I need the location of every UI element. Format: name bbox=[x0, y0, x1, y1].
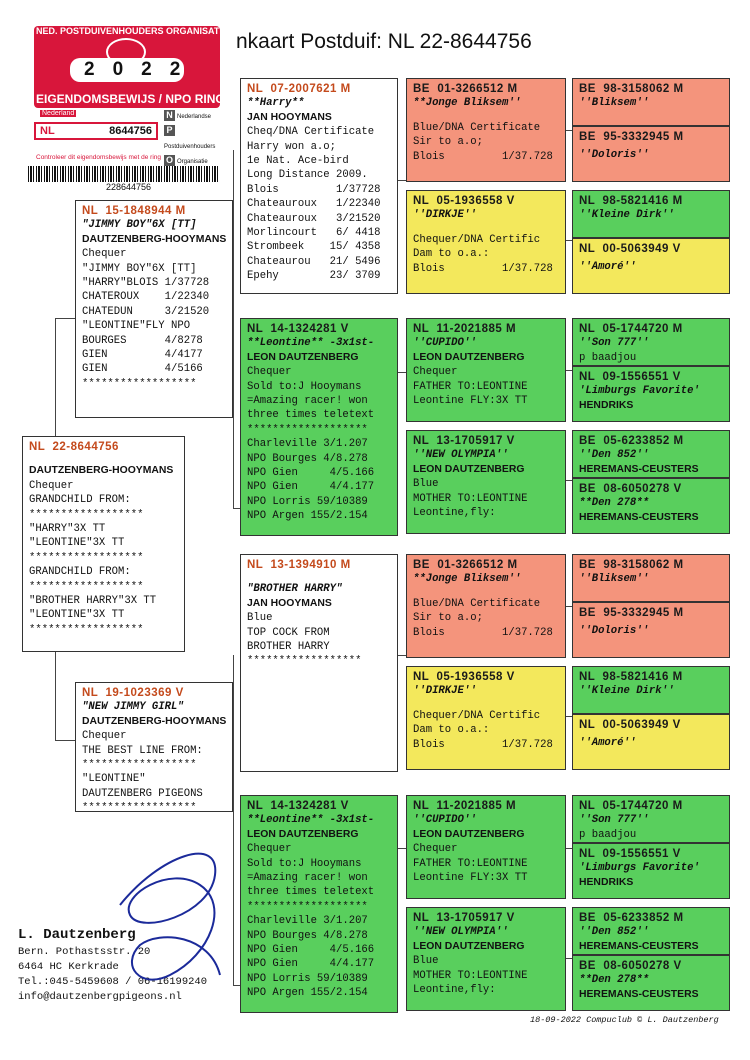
breeder-city: 6464 HC Kerkrade bbox=[18, 961, 119, 973]
connector-line bbox=[233, 150, 234, 508]
pedigree-card-maternal-grandmother bbox=[240, 795, 398, 1013]
pigeon-line: GIEN 4/4177 bbox=[82, 349, 203, 362]
pigeon-name: "BROTHER HARRY" bbox=[247, 583, 343, 596]
pigeon-line: DAUTZENBERG-HOOYMANS bbox=[29, 465, 174, 477]
ring-number: BE 05-6233852 M bbox=[579, 435, 684, 447]
pedigree-card-g4-1 bbox=[572, 78, 730, 126]
pigeon-line: CHATEDUN 3/21520 bbox=[82, 305, 210, 318]
pigeon-line: Chateauroux 3/21520 bbox=[247, 212, 381, 225]
pigeon-line: NPO Lorris 59/10389 bbox=[247, 495, 368, 508]
pedigree-card-main bbox=[22, 436, 185, 652]
pigeon-name: **Harry** bbox=[247, 97, 305, 110]
pigeon-line: "HARRY"3X TT bbox=[29, 523, 106, 536]
pigeon-line: Blue bbox=[413, 478, 439, 491]
pigeon-name: ''Amoré'' bbox=[579, 261, 637, 274]
pigeon-line: Dam to o.a.: bbox=[413, 248, 490, 261]
pigeon-name: ''Doloris'' bbox=[579, 625, 649, 638]
signature-scribble bbox=[100, 835, 250, 1005]
footer-credit: 18-09-2022 Compuclub © L. Dautzenberg bbox=[530, 1015, 719, 1025]
pigeon-line: Long Distance 2009. bbox=[247, 169, 368, 182]
page-title: nkaart Postduif: NL 22-8644756 bbox=[236, 30, 532, 53]
ring-number: BE 95-3332945 M bbox=[579, 131, 684, 143]
pigeon-owner: JAN HOOYMANS bbox=[247, 597, 332, 609]
pigeon-line: Chequer bbox=[29, 479, 74, 492]
certificate-org: NED. POSTDUIVENHOUDERS ORGANISATIE bbox=[36, 26, 228, 36]
pigeon-line: ****************** bbox=[29, 580, 144, 593]
pigeon-line: Chequer bbox=[82, 248, 127, 261]
pedigree-card-paternal-grandmother bbox=[240, 318, 398, 536]
pigeon-name: **Den 278** bbox=[579, 497, 649, 510]
pigeon-line: Blois 1/37.728 bbox=[413, 150, 553, 163]
ring-number: BE 01-3266512 M bbox=[413, 83, 518, 95]
pigeon-name: "NEW JIMMY GIRL" bbox=[82, 701, 184, 714]
pedigree-card-maternal-grandfather bbox=[240, 554, 398, 772]
connector-line bbox=[55, 318, 56, 440]
pigeon-line: Chateaurou 21/ 5496 bbox=[247, 255, 381, 268]
pedigree-card-g4-7 bbox=[572, 430, 730, 478]
pedigree-card-g4-9 bbox=[572, 554, 730, 602]
pigeon-name: 'Limburgs Favorite' bbox=[579, 862, 700, 875]
pedigree-card-g4-5 bbox=[572, 318, 730, 366]
pigeon-line: "BROTHER HARRY"3X TT bbox=[29, 595, 157, 608]
pedigree-card-ggf1 bbox=[406, 78, 566, 182]
ring-number: NL 14-1324281 V bbox=[247, 800, 349, 812]
pedigree-card-g4-11 bbox=[572, 666, 730, 714]
ring-number: NL 05-1744720 M bbox=[579, 800, 683, 812]
ring-number: BE 98-3158062 M bbox=[579, 559, 684, 571]
ring-number: NL 05-1744720 M bbox=[579, 323, 683, 335]
pedigree-card-ggm2 bbox=[406, 430, 566, 534]
pigeon-line: NPO Bourges 4/8.278 bbox=[247, 929, 368, 942]
pigeon-line: "LEONTINE" bbox=[82, 773, 146, 786]
pigeon-line: NPO Argen 155/2.154 bbox=[247, 987, 368, 1000]
pigeon-line: ****************** bbox=[29, 623, 144, 636]
pigeon-owner: HEREMANS-CEUSTERS bbox=[579, 988, 699, 1000]
pigeon-line: NPO Gien 4/5.166 bbox=[247, 467, 375, 480]
pedigree-card-g4-14 bbox=[572, 843, 730, 899]
npo-n: Nederlandse bbox=[177, 114, 212, 120]
pigeon-name: ''Doloris'' bbox=[579, 149, 649, 162]
pigeon-owner: LEON DAUTZENBERG bbox=[413, 351, 525, 363]
ring-number: NL 22-8644756 bbox=[29, 441, 119, 453]
pigeon-line: DAUTZENBERG PIGEONS bbox=[82, 787, 203, 800]
npo-o: Organisatie bbox=[177, 159, 208, 165]
connector-line bbox=[55, 652, 56, 740]
breeder-street: Bern. Pothastsstr. 20 bbox=[18, 946, 151, 958]
pigeon-line: Leontine,fly: bbox=[413, 507, 496, 520]
ring-number: NL 11-2021885 M bbox=[413, 323, 517, 335]
pigeon-line: Chequer bbox=[413, 843, 458, 856]
pedigree-card-g4-10 bbox=[572, 602, 730, 658]
certificate-year: 2022 bbox=[70, 58, 184, 82]
certificate-title: EIGENDOMSBEWIJS / NPO RING bbox=[36, 92, 225, 106]
pigeon-line: Blois 1/37.728 bbox=[413, 738, 553, 751]
pigeon-line: TOP COCK FROM bbox=[247, 626, 330, 639]
pigeon-line: three times teletext bbox=[247, 409, 375, 422]
pigeon-owner: p baadjou bbox=[579, 828, 637, 841]
pedigree-card-ggf2 bbox=[406, 318, 566, 422]
pedigree-card-g4-15 bbox=[572, 907, 730, 955]
pedigree-card-g4-4 bbox=[572, 238, 730, 294]
pedigree-card-g4-8 bbox=[572, 478, 730, 534]
ring-number: NL 09-1556551 V bbox=[579, 848, 681, 860]
pedigree-card-g4-12 bbox=[572, 714, 730, 770]
ring-number: NL 00-5063949 V bbox=[579, 243, 681, 255]
pigeon-name: ''CUPIDO'' bbox=[413, 337, 477, 350]
ring-number: NL 07-2007621 M bbox=[247, 83, 351, 95]
pigeon-line: GRANDCHILD FROM: bbox=[29, 494, 131, 507]
pigeon-line: Strombeek 15/ 4358 bbox=[247, 241, 381, 254]
pigeon-line: Epehy 23/ 3709 bbox=[247, 270, 381, 283]
pigeon-owner: HEREMANS-CEUSTERS bbox=[579, 940, 699, 952]
pigeon-name: **Leontine** -3x1st- bbox=[247, 337, 375, 350]
ring-number: NL 14-1324281 V bbox=[247, 323, 349, 335]
pigeon-line: Morlincourt 6/ 4418 bbox=[247, 227, 381, 240]
breeder-email[interactable]: info@dautzenbergpigeons.nl bbox=[18, 991, 182, 1003]
pigeon-line: ****************** bbox=[247, 655, 362, 668]
pigeon-name: **Den 278** bbox=[579, 974, 649, 987]
pigeon-owner: LEON DAUTZENBERG bbox=[247, 828, 359, 840]
pigeon-line: Chateauroux 1/22340 bbox=[247, 198, 381, 211]
pigeon-line: Sold to:J Hooymans bbox=[247, 857, 362, 870]
connector-line bbox=[55, 318, 77, 319]
pigeon-line: ****************** bbox=[82, 802, 197, 812]
pigeon-line: THE BEST LINE FROM: bbox=[82, 744, 203, 757]
pigeon-line: Chequer bbox=[82, 730, 127, 743]
pigeon-line: Sir to a.o; bbox=[413, 612, 483, 625]
pigeon-name: ''Son 777'' bbox=[579, 337, 649, 350]
pigeon-line: BROTHER HARRY bbox=[247, 641, 330, 654]
pigeon-line: CHATEROUX 1/22340 bbox=[82, 291, 210, 304]
pigeon-name: **Leontine** -3x1st- bbox=[247, 814, 375, 827]
pigeon-owner: LEON DAUTZENBERG bbox=[413, 463, 525, 475]
pigeon-owner: JAN HOOYMANS bbox=[247, 111, 332, 123]
pigeon-line: three times teletext bbox=[247, 886, 375, 899]
pedigree-card-g4-16 bbox=[572, 955, 730, 1011]
pigeon-line: =Amazing racer! won bbox=[247, 395, 368, 408]
pigeon-line: BOURGES 4/8278 bbox=[82, 334, 203, 347]
pigeon-line: Blue bbox=[247, 612, 273, 625]
ring-number: BE 08-6050278 V bbox=[579, 960, 682, 972]
pigeon-name: ''Kleine Dirk'' bbox=[579, 685, 675, 698]
certificate-country-label: Nederland bbox=[42, 110, 75, 117]
pigeon-line: FATHER TO:LEONTINE bbox=[413, 857, 528, 870]
pigeon-line: ****************** bbox=[29, 551, 144, 564]
certificate-ring-box bbox=[34, 122, 158, 140]
pigeon-line: =Amazing racer! won bbox=[247, 872, 368, 885]
pedigree-card-ggm4 bbox=[406, 907, 566, 1011]
pedigree-card-ggm1 bbox=[406, 190, 566, 294]
npo-letters: N Nederlandse PPostduivenhouders O Organisatie bbox=[164, 110, 216, 165]
pedigree-card-mother bbox=[75, 682, 233, 812]
pigeon-name: ''Bliksem'' bbox=[579, 573, 649, 586]
pigeon-name: ''DIRKJE'' bbox=[413, 209, 477, 222]
pigeon-owner: p baadjou bbox=[579, 351, 637, 364]
pigeon-line: MOTHER TO:LEONTINE bbox=[413, 969, 528, 982]
barcode bbox=[28, 166, 220, 182]
pedigree-card-ggm3 bbox=[406, 666, 566, 770]
pigeon-line: MOTHER TO:LEONTINE bbox=[413, 492, 528, 505]
npo-p: Postduivenhouders bbox=[164, 144, 216, 150]
npo-ring-certificate bbox=[26, 24, 228, 194]
pigeon-line: Chequer bbox=[247, 366, 292, 379]
pigeon-line: "LEONTINE"3X TT bbox=[29, 609, 125, 622]
ring-number: NL 00-5063949 V bbox=[579, 719, 681, 731]
pigeon-line: Blois 1/37.728 bbox=[413, 626, 553, 639]
pigeon-line: Charleville 3/1.207 bbox=[247, 438, 368, 451]
pigeon-owner: LEON DAUTZENBERG bbox=[413, 828, 525, 840]
certificate-country: NL bbox=[40, 125, 55, 137]
ring-number: BE 05-6233852 M bbox=[579, 912, 684, 924]
breeder-name: L. Dautzenberg bbox=[18, 927, 136, 943]
pigeon-line: Chequer/DNA Certific bbox=[413, 233, 541, 246]
pigeon-owner: HENDRIKS bbox=[579, 876, 634, 888]
pigeon-line: FATHER TO:LEONTINE bbox=[413, 380, 528, 393]
pigeon-line: Harry won a.o; bbox=[247, 140, 337, 153]
pigeon-line: Leontine FLY:3X TT bbox=[413, 395, 528, 408]
pigeon-line: Chequer/DNA Certific bbox=[413, 709, 541, 722]
pigeon-name: ''Den 852'' bbox=[579, 449, 649, 462]
ring-number: BE 98-3158062 M bbox=[579, 83, 684, 95]
ring-number: NL 13-1705917 V bbox=[413, 435, 515, 447]
pigeon-line: "JIMMY BOY"6X [TT] bbox=[82, 262, 197, 275]
ring-number: NL 11-2021885 M bbox=[413, 800, 517, 812]
pigeon-line: Chequer bbox=[247, 843, 292, 856]
pigeon-line: ******************* bbox=[247, 900, 368, 913]
pigeon-owner: HENDRIKS bbox=[579, 399, 634, 411]
pigeon-owner: LEON DAUTZENBERG bbox=[413, 940, 525, 952]
pigeon-name: ''Amoré'' bbox=[579, 737, 637, 750]
pigeon-line: Blois 1/37728 bbox=[247, 183, 381, 196]
pedigree-card-g4-2 bbox=[572, 126, 730, 182]
ring-number: NL 05-1936558 V bbox=[413, 671, 515, 683]
ring-number: NL 15-1848944 M bbox=[82, 205, 186, 217]
ring-number: NL 13-1394910 M bbox=[247, 559, 351, 571]
ring-number: NL 09-1556551 V bbox=[579, 371, 681, 383]
pigeon-line: Dam to o.a.: bbox=[413, 724, 490, 737]
pigeon-name: "JIMMY BOY"6X [TT] bbox=[82, 219, 197, 232]
pigeon-line: Leontine FLY:3X TT bbox=[413, 872, 528, 885]
pigeon-name: ''Son 777'' bbox=[579, 814, 649, 827]
pedigree-card-paternal-grandfather bbox=[240, 78, 398, 294]
pigeon-line: Sold to:J Hooymans bbox=[247, 380, 362, 393]
ring-number: NL 19-1023369 V bbox=[82, 687, 184, 699]
pedigree-card-g4-3 bbox=[572, 190, 730, 238]
pigeon-line: NPO Gien 4/5.166 bbox=[247, 944, 375, 957]
pigeon-line: ****************** bbox=[29, 508, 144, 521]
pigeon-line: GRANDCHILD FROM: bbox=[29, 566, 131, 579]
pigeon-line: Leontine,fly: bbox=[413, 984, 496, 997]
pedigree-card-g4-6 bbox=[572, 366, 730, 422]
pigeon-owner: LEON DAUTZENBERG bbox=[247, 351, 359, 363]
ring-number: NL 98-5821416 M bbox=[579, 195, 683, 207]
pigeon-name: ''Den 852'' bbox=[579, 926, 649, 939]
pigeon-name: ''NEW OLYMPIA'' bbox=[413, 926, 509, 939]
barcode-number: 228644756 bbox=[106, 182, 152, 192]
breeder-phone: Tel.:045-5459608 / 06-16199240 bbox=[18, 976, 208, 988]
pigeon-line: "HARRY"BLOIS 1/37728 bbox=[82, 277, 210, 290]
pigeon-line: ****************** bbox=[82, 377, 197, 390]
pigeon-line: Blue/DNA Certificate bbox=[413, 597, 541, 610]
pigeon-line: GIEN 4/5166 bbox=[82, 363, 203, 376]
pigeon-name: ''CUPIDO'' bbox=[413, 814, 477, 827]
pigeon-name: ''Kleine Dirk'' bbox=[579, 209, 675, 222]
connector-line bbox=[55, 740, 77, 741]
pedigree-card-ggf3 bbox=[406, 554, 566, 658]
ring-number: NL 13-1705917 V bbox=[413, 912, 515, 924]
pigeon-line: ******************* bbox=[247, 423, 368, 436]
pigeon-line: Chequer bbox=[413, 366, 458, 379]
pigeon-line: Sir to a.o; bbox=[413, 136, 483, 149]
pigeon-name: **Jonge Bliksem'' bbox=[413, 573, 522, 586]
pigeon-line: NPO Gien 4/4.177 bbox=[247, 481, 375, 494]
pigeon-line: 1e Nat. Ace-bird bbox=[247, 155, 349, 168]
certificate-number: 8644756 bbox=[109, 125, 152, 137]
pedigree-card-ggf4 bbox=[406, 795, 566, 899]
pigeon-line: Cheq/DNA Certificate bbox=[247, 126, 375, 139]
pigeon-line: Charleville 3/1.207 bbox=[247, 915, 368, 928]
pigeon-line: Blue/DNA Certificate bbox=[413, 121, 541, 134]
pigeon-line: "LEONTINE"FLY NPO bbox=[82, 320, 191, 333]
pigeon-name: ''NEW OLYMPIA'' bbox=[413, 449, 509, 462]
ring-number: BE 01-3266512 M bbox=[413, 559, 518, 571]
pigeon-line: ****************** bbox=[82, 759, 197, 772]
pigeon-line: NPO Gien 4/4.177 bbox=[247, 958, 375, 971]
ring-number: BE 08-6050278 V bbox=[579, 483, 682, 495]
pigeon-line: NPO Bourges 4/8.278 bbox=[247, 452, 368, 465]
ring-number: BE 95-3332945 M bbox=[579, 607, 684, 619]
pedigree-card-father bbox=[75, 200, 233, 418]
pigeon-line: NPO Argen 155/2.154 bbox=[247, 510, 368, 523]
pigeon-line: NPO Lorris 59/10389 bbox=[247, 972, 368, 985]
certificate-warning: Controleer dit eigendomsbewijs met de ring bbox=[36, 154, 162, 161]
pigeon-owner: HEREMANS-CEUSTERS bbox=[579, 463, 699, 475]
pedigree-card-g4-13 bbox=[572, 795, 730, 843]
ring-number: NL 98-5821416 M bbox=[579, 671, 683, 683]
pigeon-name: 'Limburgs Favorite' bbox=[579, 385, 700, 398]
pigeon-owner: HEREMANS-CEUSTERS bbox=[579, 511, 699, 523]
pigeon-line: Blois 1/37.728 bbox=[413, 262, 553, 275]
pigeon-name: **Jonge Bliksem'' bbox=[413, 97, 522, 110]
pigeon-line: "LEONTINE"3X TT bbox=[29, 537, 125, 550]
pigeon-line: Blue bbox=[413, 955, 439, 968]
pigeon-name: ''DIRKJE'' bbox=[413, 685, 477, 698]
pigeon-name: ''Bliksem'' bbox=[579, 97, 649, 110]
ring-number: NL 05-1936558 V bbox=[413, 195, 515, 207]
pigeon-owner: DAUTZENBERG-HOOYMANS bbox=[82, 715, 227, 727]
pigeon-owner: DAUTZENBERG-HOOYMANS bbox=[82, 233, 227, 245]
